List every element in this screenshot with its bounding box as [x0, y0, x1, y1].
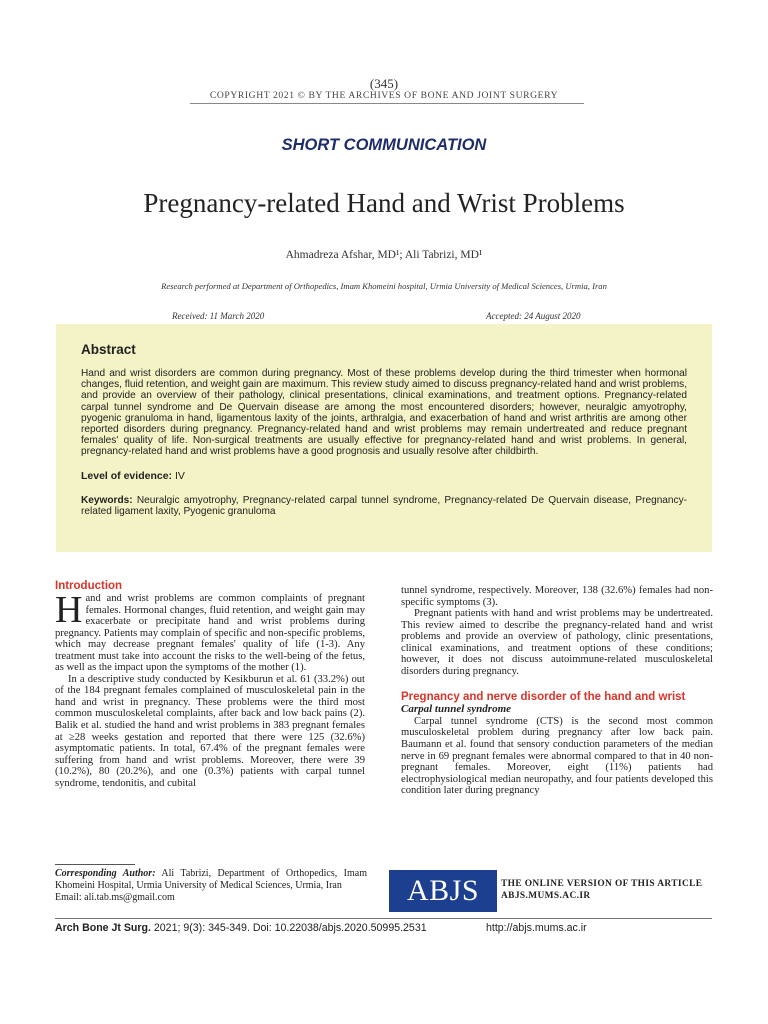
- footer-citation: [55, 922, 427, 934]
- drop-cap: H: [55, 589, 83, 631]
- correspondence-text: Ali Tabrizi, Department of Orthopedics, Imam Khomeini Hospital, Urmia University of Medical Sciences, Urmia, Iran: [55, 868, 367, 892]
- intro-paragraph-2: In a descriptive study conducted by Kesikburun et al. 61 (33.2%) out of the 184 pregnant females complained of musculoskeletal pain in the hand and wrist in pregnancy. These problems were the third most common musculoskeletal complaints, after back and low back pains (2). Balik et al. studied the hand and wrist problems in 383 pregnant females at ≥28 weeks gestation and reported that there were 125 (32.6%) asymptomatic patients. In total, 67.4% of the pregnant females were suffering from hand and wrist problems. Moreover, there were 39 (10.2%), 80 (20.2%), and one (0.3%) patients with carpal tunnel syndrome, tendonitis, and cubital: [55, 673, 365, 789]
- body-column-right: [401, 585, 713, 797]
- correspondence-block: [55, 868, 367, 905]
- cts-subheading: Carpal tunnel syndrome: [401, 703, 512, 716]
- accepted-date: Accepted: 24 August 2020: [486, 311, 581, 321]
- online-version-line-1: THE ONLINE VERSION OF THIS ARTICLE: [501, 879, 703, 889]
- abstract-box: [56, 324, 712, 552]
- citation-text: 2021; 9(3): 345-349. Doi: 10.22038/abjs.2020.50995.2531: [150, 922, 427, 934]
- logo-text: ABJS: [406, 874, 480, 907]
- header-divider: [190, 103, 584, 104]
- correspondence-email[interactable]: Email: ali.tab.ms@gmail.com: [55, 892, 175, 904]
- nerve-disorder-heading: Pregnancy and nerve disorder of the hand and wrist: [401, 691, 686, 704]
- keywords: [81, 495, 687, 518]
- correspondence-divider: [55, 864, 135, 865]
- article-title: Pregnancy-related Hand and Wrist Problems: [143, 188, 625, 218]
- journal-url-link[interactable]: http://abjs.mums.ac.ir: [486, 922, 587, 934]
- keywords-value: Neuralgic amyotrophy, Pregnancy-related carpal tunnel syndrome, Pregnancy-related De Quervain disease, Pregnancy-related ligament laxity, Pyogenic granuloma: [81, 494, 687, 518]
- page-number: (345): [369, 76, 399, 91]
- received-date: Received: 11 March 2020: [172, 311, 265, 321]
- right-paragraph-2: Pregnant patients with hand and wrist problems may be undertreated. This review aimed to describe the pregnancy-related hand and wrist problems and provide an overview of pathology, clinic presentations, clinical examinations, and treatment options of these conditions; however, it does not discuss autoimmune-related musculoskeletal disorders during pregnancy.: [401, 608, 713, 677]
- level-value: IV: [172, 469, 185, 482]
- abstract-text: Hand and wrist disorders are common during pregnancy. Most of these problems develop during the third trimester when hormonal changes, fluid retention, and weight gain are maximum. This review study aimed to discuss pregnancy-related hand and wrist problems, and provide an overview of their pathology, clinical presentations, clinical examinations, and treatment options. Pregnancy-related carpal tunnel syndrome and De Quervain disease are among the most encountered disorders; however, neuralgic amyotrophy, pyogenic granuloma in hand, ligamentous laxity of the joints, arthralgia, and exacerbation of hand and wrist arthritis are among other reported disorders during pregnancy. Pregnancy-related hand and wrist problems may remain undertreated and reduce pregnant females' quality of life. Non-surgical treatments are usually effective for pregnancy-related hand and wrist problems. In general, pregnancy-related hand and wrist problems have a good prognosis and usually resolve after childbirth.: [81, 368, 687, 458]
- abstract-heading: Abstract: [81, 342, 136, 357]
- online-version-url[interactable]: ABJS.MUMS.AC.IR: [501, 890, 591, 901]
- introduction-heading: Introduction: [55, 580, 123, 592]
- journal-logo: [389, 870, 497, 912]
- article-type-label: SHORT COMMUNICATION: [281, 136, 487, 154]
- level-label: Level of evidence:: [81, 469, 173, 482]
- online-version-note: [501, 879, 702, 902]
- keywords-label: Keywords:: [81, 494, 133, 506]
- affiliation-note: Research performed at Department of Orthopedics, Imam Khomeini hospital, Urmia University of Medical Sciences, Urmia, Iran: [161, 281, 607, 291]
- intro-paragraph-1: [55, 589, 365, 674]
- correspondence-label: Corresponding Author:: [55, 868, 156, 879]
- cts-paragraph-1: Carpal tunnel syndrome (CTS) is the second most common musculoskeletal problem during pregnancy after low back pain. Baumann et al. found that sensory conduction parameters of the median nerve in 69 pregnant females were abnormal compared to that in 40 non-pregnant females. Moreover, eight (11%) patients had electrophysiological median neuropathy, and four patients developed this condition later during pregnancy: [401, 715, 713, 797]
- intro-paragraph-1-text: and and wrist problems are common complaints of pregnant females. Hormonal changes, fluid retention, and weight gain may exacerbate or precipitate hand and wrist problems during pregnancy. Patients may complain of specific and non-specific problems, which may decrease pregnant females' quality of life (1-3). Any treatment must take into account the risks to the well-being of the fetus, as well as the impact upon the symptoms of the mother (1).: [55, 593, 365, 674]
- journal-abbrev: Arch Bone Jt Surg.: [55, 922, 151, 934]
- footer-divider: [55, 918, 712, 919]
- level-of-evidence: [81, 470, 687, 482]
- author-list: Ahmadreza Afshar, MD¹; Ali Tabrizi, MD¹: [285, 249, 483, 261]
- copyright-line: COPYRIGHT 2021 © BY THE ARCHIVES OF BONE AND JOINT SURGERY: [209, 90, 559, 101]
- body-column-left: [55, 580, 365, 789]
- right-paragraph-1: tunnel syndrome, respectively. Moreover, 138 (32.6%) females had non-specific symptoms (3).: [401, 585, 713, 608]
